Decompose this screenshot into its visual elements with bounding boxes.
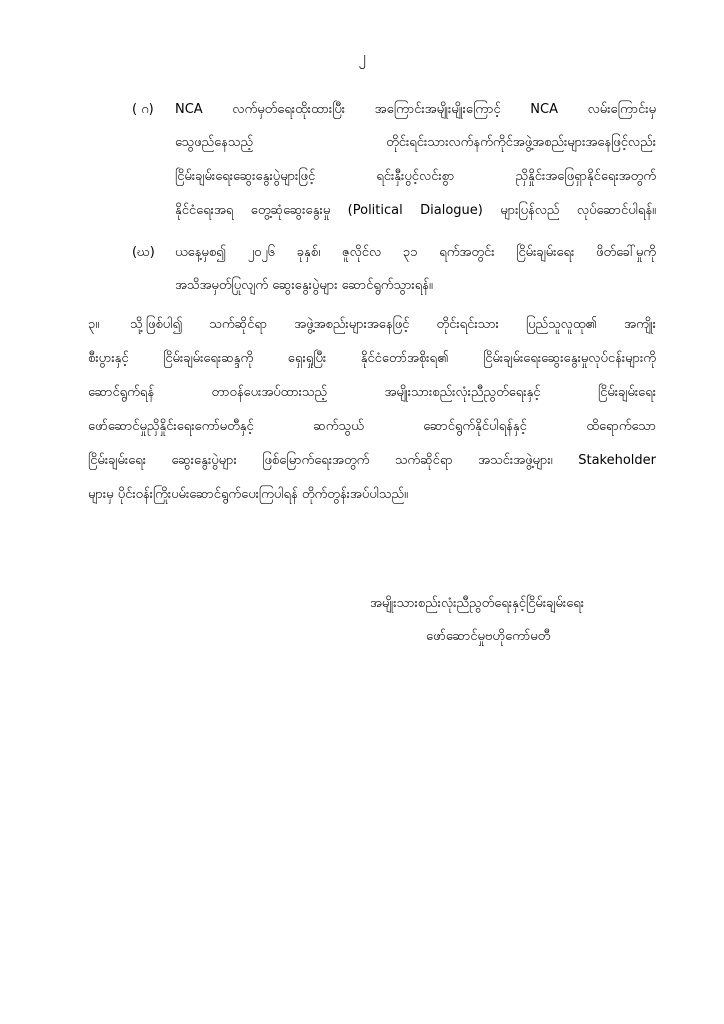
para-3-line-4: ဖော်ဆောင်မှုညှိနှိုင်းရေးကော်မတီနှင့် ဆက်သွယ် ဆောင်ရွက်နိုင်ပါရန်နှင့် ထိရောက်သော [88, 419, 656, 434]
page-number: ၂ [358, 48, 366, 66]
para-3-line-6: များမှ ပိုင်းဝန်းကြိုးပမ်းဆောင်ရွက်ပေးကြပါရန် တိုက်တွန်းအပ်ပါသည်။ [88, 487, 408, 502]
item-gha-line-1: ယနေ့မှစ၍ ၂၀၂၆ ခုနှစ်၊ ဇူလိုင်လ ၃၁ ရက်အတွင်း ငြိမ်းချမ်းရေး ဖိတ်ခေါ်မှုကို [175, 245, 656, 260]
para-3-marker: ၃။ [88, 317, 100, 332]
item-gha-marker: (ဃ) [132, 245, 155, 260]
item-ga-marker: ( ဂ) [132, 102, 154, 117]
item-ga-line-3: ငြိမ်းချမ်းရေးဆွေးနွေးပွဲများဖြင့် ရင်းနှီးပွင့်လင်းစွာ ညှိနှိုင်းအဖြေရှာနိုင်ရေးအတွက် [175, 169, 656, 184]
signature-line-1: အမျိုးသားစည်းလုံးညီညွတ်ရေးနှင့်ငြိမ်းချမ်းရေး [370, 596, 585, 611]
para-3-line-1: သို့ဖြစ်ပါ၍ သက်ဆိုင်ရာ အဖွဲ့အစည်းများအနေဖြင့် တိုင်းရင်းသား ပြည်သူလူထု၏ အကျိုး [130, 317, 656, 332]
signature-line-2: ဖော်ဆောင်မှုဗဟိုကော်မတီ [426, 629, 551, 644]
para-3-line-5: ငြိမ်းချမ်းရေး ဆွေးနွေးပွဲများ ဖြစ်မြောက်ရေးအတွက် သက်ဆိုင်ရာ အသင်းအဖွဲ့များ၊ Stakeholder [88, 453, 656, 468]
item-ga-line-4: နိုင်ငံရေးအရ တွေ့ဆုံဆွေးနွေးမှု (Political Dialogue) များပြန်လည် လုပ်ဆောင်ပါရန်။ [175, 203, 656, 218]
item-ga-line-1: NCA လက်မှတ်ရေးထိုးထားပြီး အကြောင်းအမျိုးမျိုးကြောင့် NCA လမ်းကြောင်းမှ [175, 102, 656, 117]
para-3-line-2: စီးပွားနှင့် ငြိမ်းချမ်းရေးဆန္ဒကို ရှေးရှုပြီး နိုင်ငံတော်အစိုးရ၏ ငြိမ်းချမ်းရေးဆွေးနွေးမှုလုပ်ငန်းများကို [88, 351, 656, 366]
item-ga-line-2: သွေဖည်နေသည့် တိုင်းရင်းသားလက်နက်ကိုင်အဖွဲ့အစည်းများအနေဖြင့်လည်း [175, 135, 656, 150]
para-3-line-3: ဆောင်ရွက်ရန် တာဝန်ပေးအပ်ထားသည့် အမျိုးသားစည်းလုံးညီညွတ်ရေးနှင့် ငြိမ်းချမ်းရေး [88, 385, 656, 400]
item-gha-line-2: အသိအမှတ်ပြုလျက် ဆွေးနွေးပွဲများ ဆောင်ရွက်သွားရန်။ [175, 278, 433, 293]
